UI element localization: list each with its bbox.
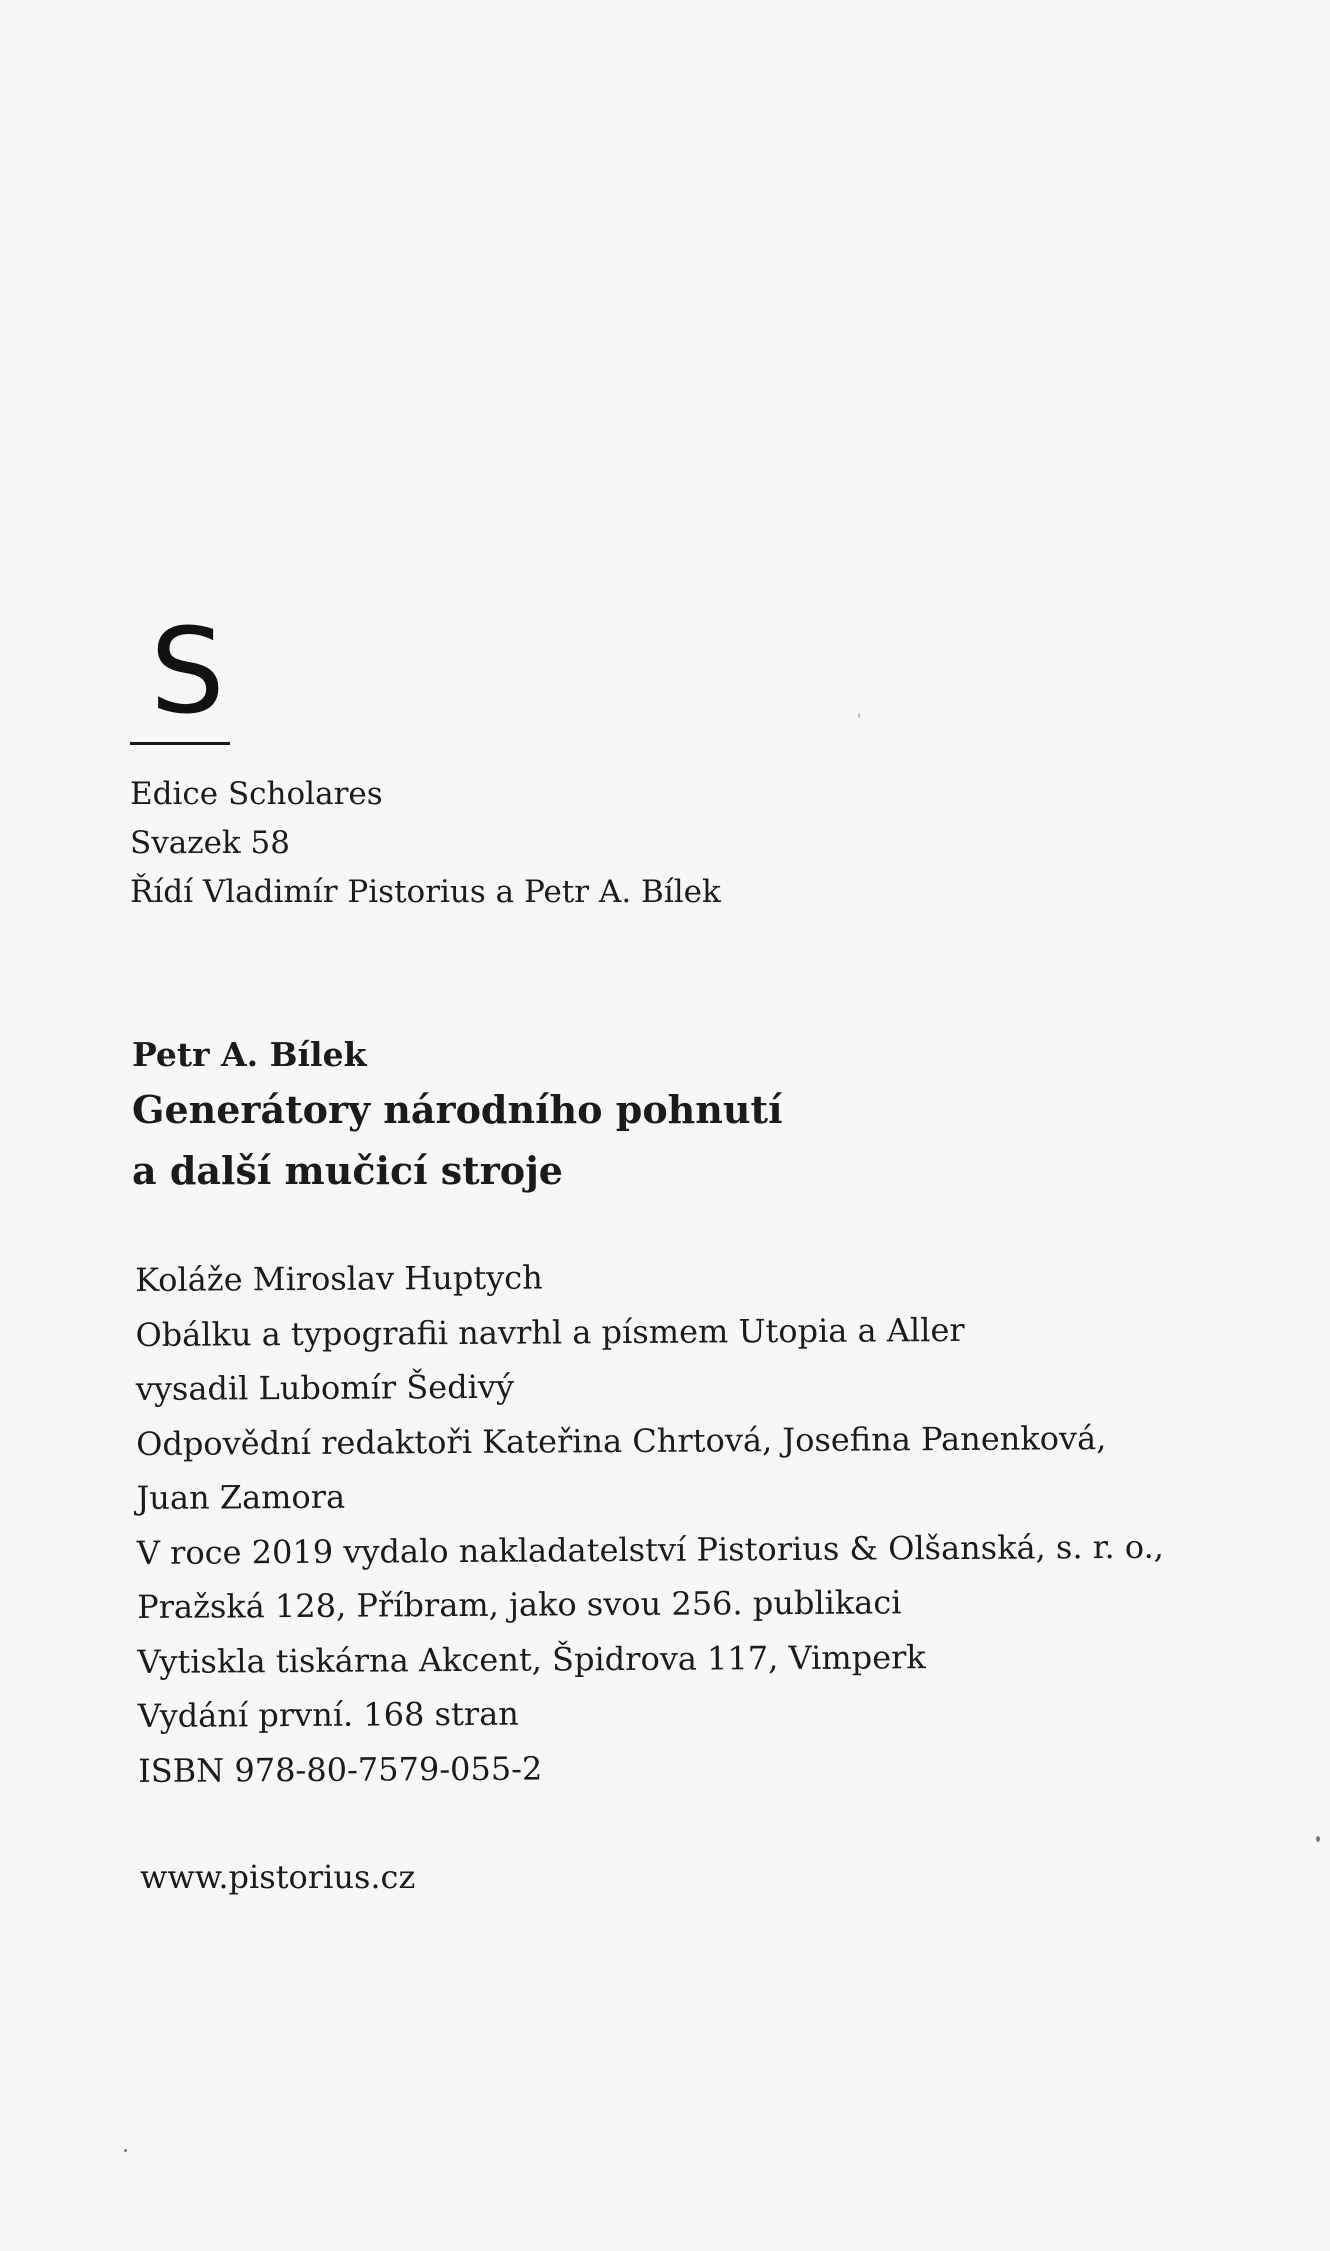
publisher-website: www.pistorius.cz <box>140 1858 416 1896</box>
credit-line: Juan Zamora <box>136 1477 346 1517</box>
paper-speck <box>124 2149 127 2152</box>
book-heading <box>132 1031 783 1201</box>
credit-line: Obálku a typografii navrhl a písmem Utopia a Aller <box>135 1310 965 1354</box>
credit-line: Koláže Miroslav Huptych <box>135 1258 543 1299</box>
series-info <box>130 770 721 917</box>
credit-line: Vydání první. 168 stran <box>137 1694 519 1735</box>
publisher-logo <box>130 602 230 745</box>
series-editors: Řídí Vladimír Pistorius a Petr A. Bílek <box>130 874 721 910</box>
logo-underline <box>130 742 230 745</box>
logo-letter: S <box>150 602 225 740</box>
book-title-line: a další mučicí stroje <box>132 1148 563 1193</box>
credit-line: Odpovědní redaktoři Kateřina Chrtová, Josefina Panenková, <box>136 1418 1107 1463</box>
book-author: Petr A. Bílek <box>132 1035 367 1074</box>
paper-speck <box>1316 1836 1320 1842</box>
credit-line: Pražská 128, Příbram, jako svou 256. publikaci <box>137 1583 902 1626</box>
book-title-line: Generátory národního pohnutí <box>132 1087 783 1132</box>
credit-line: V roce 2019 vydalo nakladatelství Pistorius & Olšanská, s. r. o., <box>136 1527 1165 1572</box>
credit-line: vysadil Lubomír Šedivý <box>135 1367 515 1408</box>
series-volume: Svazek 58 <box>130 825 290 861</box>
credits-block <box>135 1247 1165 1798</box>
isbn-line: ISBN 978-80-7579-055-2 <box>138 1749 543 1790</box>
credit-line: Vytiskla tiskárna Akcent, Špidrova 117, Vimperk <box>137 1637 926 1681</box>
series-name: Edice Scholares <box>130 776 383 812</box>
paper-speck <box>858 713 860 718</box>
